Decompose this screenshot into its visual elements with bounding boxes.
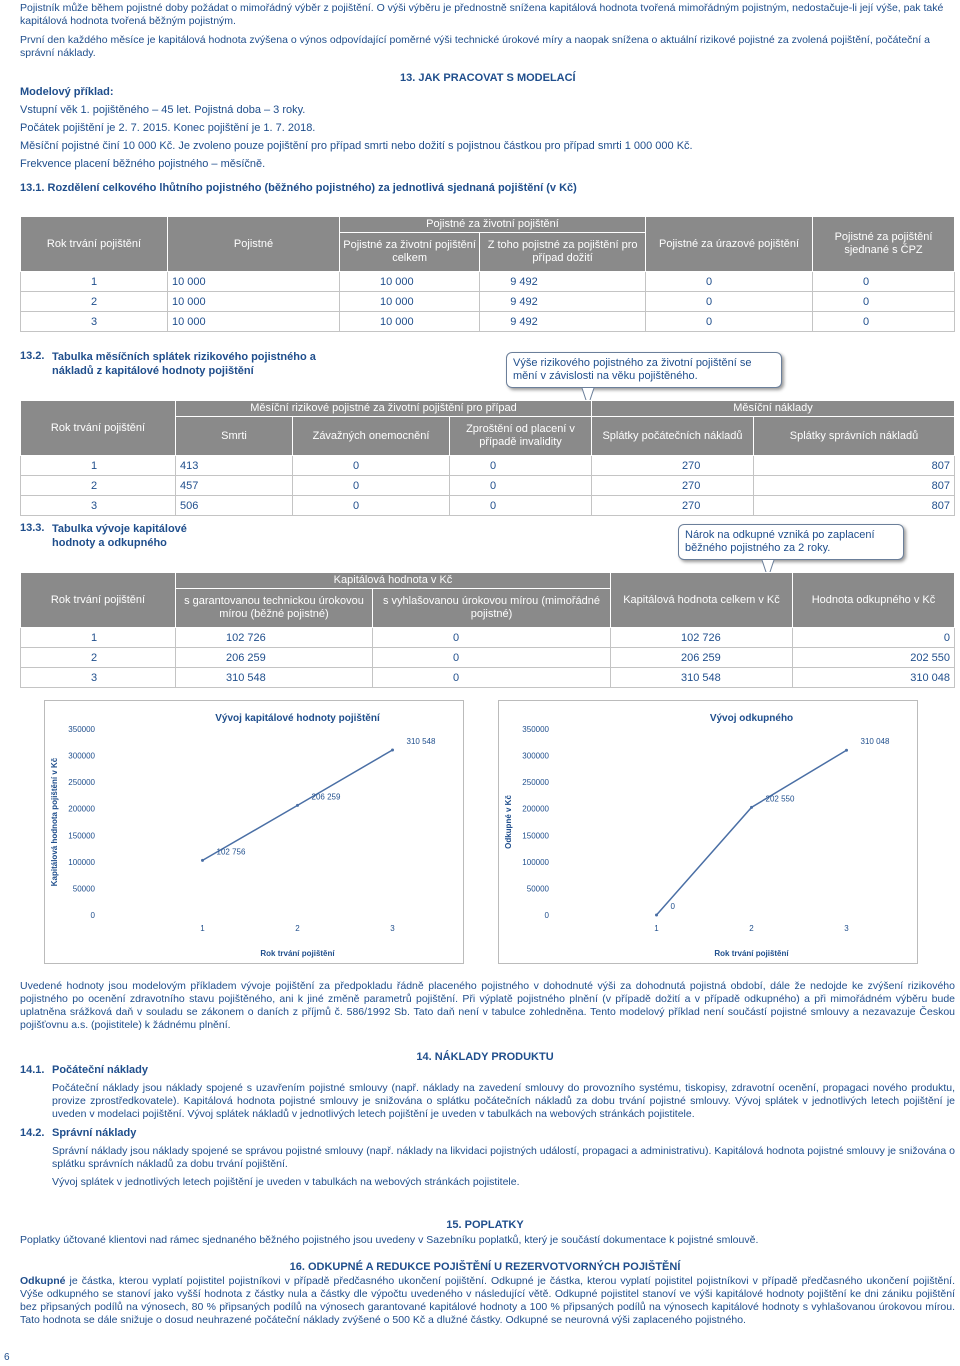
cell: 0 bbox=[450, 496, 592, 516]
x-axis-label: Rok trvání pojištění bbox=[714, 949, 789, 958]
y-tick-label: 0 bbox=[544, 911, 549, 920]
table-1-caption: 13.1. Rozdělení celkového lhůtního pojistného (běžného pojistného) za jednotlivá sjednaná pojištění (v Kč) bbox=[20, 182, 577, 194]
cell: 1 bbox=[21, 456, 176, 476]
section-16-text bbox=[20, 1275, 955, 1327]
data-point bbox=[201, 859, 204, 862]
cell: 9 492 bbox=[480, 292, 646, 312]
cell: 0 bbox=[293, 476, 450, 496]
x-axis-label: Rok trvání pojištění bbox=[260, 949, 335, 958]
x-tick-label: 2 bbox=[295, 924, 300, 933]
y-tick-label: 150000 bbox=[68, 831, 95, 841]
cell: 0 bbox=[813, 272, 955, 292]
th-year: Rok trvání pojištění bbox=[21, 217, 168, 272]
section-16-body: je částka, kterou vyplatí pojistitel pojistníkovi v případě předčasného ukončení pojištění. Odkupné je částka, kterou vyplatí pojistitel pojistníkovi v případě předčasného ukončení pojištění. Výše odkupného se stanoví jako vyšší hodnota z částky nula a částky dle výpočtu uvedeného v následující větě. Odkupné pojistitel stanoví ve výši kapitálové hodnoty pojištění ke dni zániku pojištění bez připsaných podílů na výnosech, 80 % připsaných podílů na výnosech garantované kapitálové hodnoty a 100 % připsaných podílů na výnosech kapitálové hodnoty s vyhlašovanou úrokovou mírou. Tato hodnota se dále snižuje o dosud neuhrazené počáteční náklady zvýšené o 500 Kč a dlužné částky. Odkupné se neurovná výši zaplaceného pojistného. bbox=[20, 1275, 955, 1326]
cell: 0 bbox=[373, 628, 611, 648]
cell: 270 bbox=[592, 456, 754, 476]
x-tick-label: 3 bbox=[390, 924, 395, 933]
data-label: 202 550 bbox=[765, 794, 795, 804]
data-point bbox=[845, 749, 848, 752]
s14-2-text-2: Vývoj splátek v jednotlivých letech pojištění je uveden v tabulkách na webových stránkách pojistitele. bbox=[52, 1176, 520, 1188]
cell: 3 bbox=[21, 496, 176, 516]
surrender-callout: Nárok na odkupné vzniká po zaplacení běžného pojistného za 2 roky. bbox=[678, 524, 904, 560]
cell: 1 bbox=[21, 272, 168, 292]
y-tick-label: 200000 bbox=[68, 804, 95, 814]
th-death: Smrti bbox=[176, 417, 293, 456]
th-year: Rok trvání pojištění bbox=[21, 401, 176, 456]
cell: 0 bbox=[646, 292, 813, 312]
y-tick-label: 100000 bbox=[522, 857, 549, 867]
data-point bbox=[296, 804, 299, 807]
table-row bbox=[21, 628, 955, 648]
y-tick-label: 50000 bbox=[526, 884, 549, 894]
th-admin-costs: Splátky správních nákladů bbox=[754, 417, 955, 456]
risk-callout: Výše rizikového pojistného za životní pojištění se mění v závislosti na věku pojištěného. bbox=[506, 352, 782, 388]
chart-capital-frame bbox=[44, 700, 464, 964]
cell: 0 bbox=[373, 648, 611, 668]
cell: 310 548 bbox=[611, 668, 793, 688]
th-capital-total: Kapitálová hodnota celkem v Kč bbox=[611, 573, 793, 628]
model-line-4: Frekvence placení běžného pojistného – měsíčně. bbox=[20, 158, 266, 170]
table-row bbox=[21, 496, 955, 516]
s14-2-title: Správní náklady bbox=[52, 1127, 137, 1139]
x-tick-label: 1 bbox=[654, 924, 659, 933]
cell: 807 bbox=[754, 476, 955, 496]
th-init-costs: Splátky počátečních nákladů bbox=[592, 417, 754, 456]
cell: 807 bbox=[754, 496, 955, 516]
model-disclaimer: Uvedené hodnoty jsou modelovým příkladem vývoje pojištění za předpokladu řádně placeného pojistného v dohodnuté výši za dohodnutá pojistná období, dále že nedojde ke zvýšení rizikového pojistného po ocenění zdravotního stavu pojištěného, ani k jiné změně parametrů pojištění. Při výplatě pojistného plnění (v případě dožití a v případě odkupného) a při mimořádném výběru bude uplatněna srážková daň v souladu se zákonem o daních z příjmů č. 586/1992 Sb. Tato daň není v tabulce zohledněna. Tento modelový příklad není součástí pojistné smlouvy a nezavazuje Českou pojišťovnu a.s. (pojistitele) k žádnému plnění. bbox=[20, 980, 955, 1031]
data-point bbox=[391, 748, 394, 751]
table-3-caption: Tabulka vývoje kapitálové hodnoty a odkupného bbox=[52, 523, 187, 549]
y-tick-label: 350000 bbox=[68, 725, 95, 734]
table-premium-split bbox=[20, 216, 955, 332]
data-label: 0 bbox=[670, 902, 675, 911]
data-point bbox=[750, 806, 753, 809]
y-tick-label: 50000 bbox=[72, 884, 95, 894]
page-number: 6 bbox=[4, 1352, 10, 1363]
cell: 102 726 bbox=[611, 628, 793, 648]
model-line-2: Počátek pojištění je 2. 7. 2015. Konec pojištění je 1. 7. 2018. bbox=[20, 122, 316, 134]
cell: 10 000 bbox=[340, 292, 480, 312]
cell: 506 bbox=[176, 496, 293, 516]
th-disease: Závažných onemocnění bbox=[293, 417, 450, 456]
table-risk-premium bbox=[20, 400, 955, 516]
y-axis-label: Odkupné v Kč bbox=[504, 795, 513, 849]
th-variable: s vyhlašovanou úrokovou mírou (mimořádné pojistné) bbox=[373, 589, 611, 628]
intro-paragraph-1: Pojistník může během pojistné doby požádat o mimořádný výběr z pojištění. O výši výběru je přednostně snížena kapitálová hodnota tvořená mimořádným pojistným, nedostačuje-li její výše, pak také kapitálová hodnota tvořená běžným pojistným. bbox=[20, 2, 944, 27]
th-surrender: Hodnota odkupného v Kč bbox=[793, 573, 955, 628]
chart-title: Vývoj kapitálové hodnoty pojištění bbox=[215, 713, 380, 724]
cell: 10 000 bbox=[168, 292, 340, 312]
th-capital: Kapitálová hodnota v Kč bbox=[176, 573, 611, 589]
th-waiver: Zproštění od placení v případě invalidity bbox=[450, 417, 592, 456]
cell: 102 726 bbox=[176, 628, 373, 648]
table-row bbox=[21, 292, 955, 312]
cell: 310 048 bbox=[793, 668, 955, 688]
cell: 206 259 bbox=[176, 648, 373, 668]
cell: 10 000 bbox=[340, 272, 480, 292]
cell: 2 bbox=[21, 292, 168, 312]
th-life-total: Pojistné za životní pojištění celkem bbox=[340, 233, 480, 272]
y-tick-label: 0 bbox=[90, 911, 95, 920]
intro-paragraph-2: První den každého měsíce je kapitálová hodnota zvýšena o výnos odpovídající poměrné výši technické úrokové míry a naopak snížena o aktuální rizikové pojistné za zvolená pojištění, počáteční a správní náklady. bbox=[20, 34, 930, 59]
chart-capital-value bbox=[45, 701, 463, 963]
cell: 457 bbox=[176, 476, 293, 496]
s14-1-num: 14.1. bbox=[20, 1064, 45, 1076]
table-row bbox=[21, 648, 955, 668]
th-accident: Pojistné za úrazové pojištění bbox=[646, 217, 813, 272]
chart-title: Vývoj odkupného bbox=[709, 713, 794, 724]
table-2-caption: Tabulka měsíčních splátek rizikového pojistného a nákladů z kapitálové hodnoty pojištění bbox=[52, 351, 316, 377]
cell: 0 bbox=[450, 456, 592, 476]
cell: 413 bbox=[176, 456, 293, 476]
cell: 206 259 bbox=[611, 648, 793, 668]
cell: 807 bbox=[754, 456, 955, 476]
th-year: Rok trvání pojištění bbox=[21, 573, 176, 628]
cell: 9 492 bbox=[480, 272, 646, 292]
y-tick-label: 350000 bbox=[522, 725, 549, 734]
cell: 10 000 bbox=[340, 312, 480, 332]
x-tick-label: 3 bbox=[844, 924, 849, 933]
cell: 310 548 bbox=[176, 668, 373, 688]
y-tick-label: 250000 bbox=[68, 778, 95, 788]
cell: 0 bbox=[293, 456, 450, 476]
th-guaranteed: s garantovanou technickou úrokovou mírou (běžné pojistné) bbox=[176, 589, 373, 628]
chart-surrender-value bbox=[499, 701, 917, 963]
th-costs: Měsíční náklady bbox=[592, 401, 955, 417]
table-2-caption-num: 13.2. bbox=[20, 350, 45, 362]
cell: 9 492 bbox=[480, 312, 646, 332]
section-15-title: 15. POPLATKY bbox=[446, 1219, 524, 1231]
data-point bbox=[655, 914, 658, 917]
y-tick-label: 250000 bbox=[522, 778, 549, 788]
model-line-3: Měsíční pojistné činí 10 000 Kč. Je zvoleno pouze pojištění pro případ smrti nebo dožití s pojistnou částkou pro případ smrti 1 000 000 Kč. bbox=[20, 140, 693, 152]
data-label: 206 259 bbox=[311, 792, 341, 802]
y-axis-label: Kapitálová hodnota pojištění v Kč bbox=[50, 757, 59, 887]
x-tick-label: 2 bbox=[749, 924, 754, 933]
cell: 2 bbox=[21, 648, 176, 668]
y-tick-label: 300000 bbox=[68, 751, 95, 761]
table-row bbox=[21, 456, 955, 476]
cell: 270 bbox=[592, 496, 754, 516]
cell: 2 bbox=[21, 476, 176, 496]
th-premium: Pojistné bbox=[168, 217, 340, 272]
s14-1-title: Počáteční náklady bbox=[52, 1064, 148, 1076]
y-tick-label: 100000 bbox=[68, 857, 95, 867]
cell: 3 bbox=[21, 312, 168, 332]
cell: 0 bbox=[293, 496, 450, 516]
th-life-survival: Z toho pojistné za pojištění pro případ dožití bbox=[480, 233, 646, 272]
model-line-1: Vstupní věk 1. pojištěného – 45 let. Pojistná doba – 3 roky. bbox=[20, 104, 306, 116]
table-row bbox=[21, 476, 955, 496]
s14-1-text: Počáteční náklady jsou náklady spojené s uzavřením pojistné smlouvy (např. náklady na zavedení smlouvy do provozního systému, tiskopisy, zdravotní ocenění, propagaci nového produktu, provize zprostředkovatele). Kapitálová hodnota pojistné smlouvy je snižována o splátku počátečních nákladů za dobu trvání pojistné smlouvy. Vývoj splátek v jednotlivých letech pojištění je uveden v modelaci pojištění. Vývoj splátek nákladů v jednotlivých letech pojištění je uveden v tabulkách na webových stránkách pojistitele. bbox=[52, 1082, 955, 1120]
cell: 10 000 bbox=[168, 272, 340, 292]
data-label: 310 548 bbox=[406, 736, 436, 746]
table-3-caption-num: 13.3. bbox=[20, 522, 45, 534]
table-capital-value bbox=[20, 572, 955, 688]
y-tick-label: 150000 bbox=[522, 831, 549, 841]
cell: 3 bbox=[21, 668, 176, 688]
data-label: 102 756 bbox=[216, 847, 246, 857]
th-cpz: Pojistné za pojištění sjednané s ČPZ bbox=[813, 217, 955, 272]
surrender-term: Odkupné bbox=[20, 1275, 66, 1287]
section-15-text: Poplatky účtované klientovi nad rámec sjednaného běžného pojistného jsou uvedeny v Sazebníku poplatků, který je součástí dokumentace k pojistné smlouvě. bbox=[20, 1234, 759, 1246]
cell: 202 550 bbox=[793, 648, 955, 668]
table-row bbox=[21, 272, 955, 292]
chart-surrender-frame bbox=[498, 700, 918, 964]
cell: 0 bbox=[813, 292, 955, 312]
cell: 0 bbox=[646, 272, 813, 292]
series-line bbox=[657, 750, 847, 915]
data-label: 310 048 bbox=[860, 737, 890, 747]
cell: 10 000 bbox=[168, 312, 340, 332]
th-life: Pojistné za životní pojištění bbox=[340, 217, 646, 233]
section-13-title: 13. JAK PRACOVAT S MODELACÍ bbox=[400, 72, 576, 84]
cell: 0 bbox=[373, 668, 611, 688]
table-row bbox=[21, 312, 955, 332]
cell: 270 bbox=[592, 476, 754, 496]
section-16-title: 16. ODKUPNÉ A REDUKCE POJIŠTĚNÍ U REZERVOTVORNÝCH POJIŠTĚNÍ bbox=[289, 1261, 681, 1273]
x-tick-label: 1 bbox=[200, 924, 205, 933]
cell: 0 bbox=[793, 628, 955, 648]
y-tick-label: 300000 bbox=[522, 751, 549, 761]
s14-2-text: Správní náklady jsou náklady spojené se správou pojistné smlouvy (např. náklady na likvidaci pojistných událostí, propagaci a administrativu). Kapitálová hodnota pojistné smlouvy je snižována o splátku správních nákladů za dobu trvání pojištění. bbox=[52, 1145, 955, 1170]
y-tick-label: 200000 bbox=[522, 804, 549, 814]
model-example-label: Modelový příklad: bbox=[20, 86, 114, 98]
cell: 0 bbox=[646, 312, 813, 332]
cell: 0 bbox=[450, 476, 592, 496]
cell: 1 bbox=[21, 628, 176, 648]
section-14-title: 14. NÁKLADY PRODUKTU bbox=[416, 1051, 554, 1063]
table-row bbox=[21, 668, 955, 688]
s14-2-num: 14.2. bbox=[20, 1127, 45, 1139]
cell: 0 bbox=[813, 312, 955, 332]
th-risk: Měsíční rizikové pojistné za životní pojištění pro případ bbox=[176, 401, 592, 417]
